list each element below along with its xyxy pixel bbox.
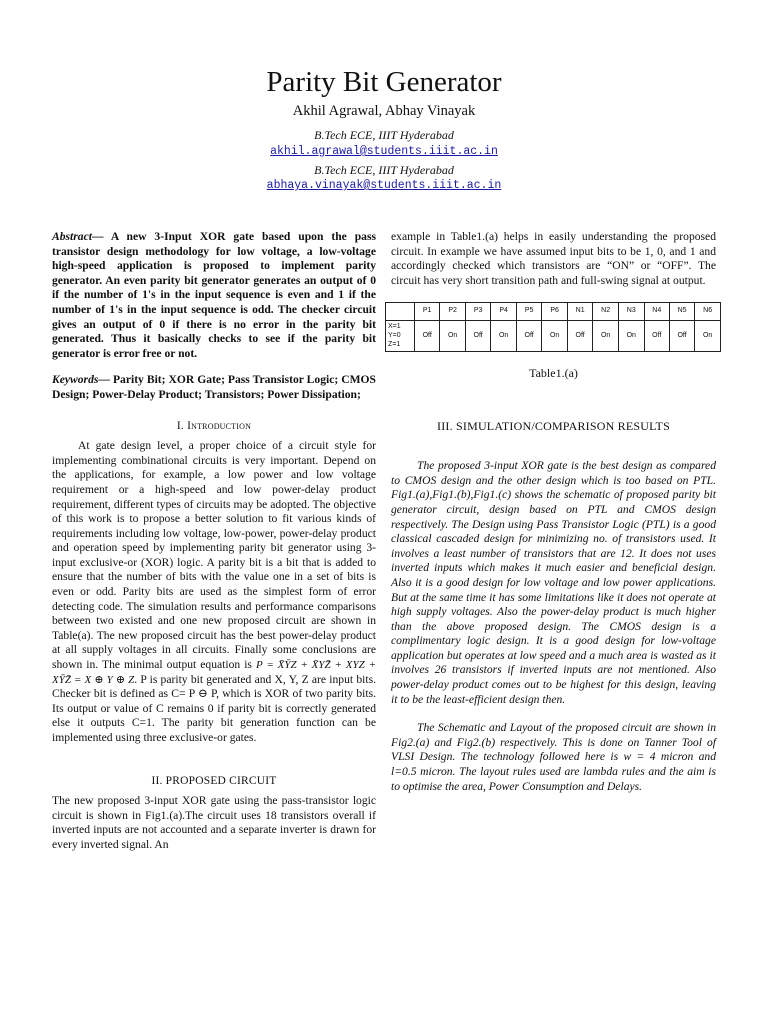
affiliation-1: B.Tech ECE, IIIT Hyderabad: [314, 128, 454, 142]
affiliation-2: B.Tech ECE, IIIT Hyderabad: [314, 163, 454, 177]
introduction-heading: I. Introduction: [176, 419, 252, 432]
abstract-text: A new 3-Input XOR gate based upon the pass transistor design methodology for low voltage, a low-voltage high-speed application is proposed to implement parity generator. An even parity bit generator generates an output of 0 if the number of 1's in the input sequence is even and 1 if the number of 1's in the input sequence is odd. The checker circuit gives an output of 0 if there is no error in the parity bit generated. Thus it basically checks to see if the parity bit generator is error free or not.: [52, 230, 376, 360]
proposed-heading: II. PROPOSED CIRCUIT: [151, 774, 277, 787]
introduction-text: [52, 439, 376, 745]
table-cell: Off: [465, 320, 490, 351]
table-header-cell: P5: [516, 303, 541, 321]
table-header-cell: [386, 303, 415, 321]
authors: Akhil Agrawal, Abhay Vinayak: [292, 103, 476, 119]
keywords-lead: Keywords—: [52, 373, 110, 387]
email-link-2[interactable]: abhaya.vinayak@students.iiit.ac.in: [266, 179, 502, 192]
table-cell: On: [593, 320, 619, 351]
table-header-cell: N6: [695, 303, 721, 321]
simulation-para-1: The proposed 3-input XOR gate is the best design as compared to CMOS design and the other design which is too based on PTL. Fig1.(a),Fig1.(b),Fig1.(c) shows the schematic of proposed parity bit generator circuit, design based on PTL and CMOS design respectively. The Design using Pass Transistor Logic (PTL) is a good classical cascaded design for minimizing no. of transistors used. It involves a least number of transistors that are 12. It does not uses inverted inputs which makes it much easier and beneficial design. Also it is a good design for low voltage and low power applications. But at the same time it has some limitations like it does not operate at high supply voltages. Also the power-delay product is much higher than the above proposed design. The CMOS design is a complimentary logic design. It is a good design for low-voltage application but operates at low speed and a much area is wasted as it involves 26 transistors if inverted inputs are not mentioned. Also power-delay product comes out to be highest for this design, leaving it to be the least-efficient design then.: [391, 459, 716, 706]
table-header-cell: P1: [415, 303, 440, 321]
table-header-cell: P4: [491, 303, 517, 321]
spacer: [391, 439, 716, 451]
table-header-cell: P2: [440, 303, 466, 321]
table-header-cell: N2: [593, 303, 619, 321]
table-header-cell: P6: [542, 303, 568, 321]
table-inputs-cell: X=1 Y=0 Z=1: [386, 320, 415, 351]
table-cell: On: [695, 320, 721, 351]
table-header-cell: N3: [618, 303, 644, 321]
table-cell: On: [542, 320, 568, 351]
proposed-text: The new proposed 3-input XOR gate using the pass-transistor logic circuit is shown in Fig1.(a).The circuit uses 18 transistors overall if inverted inputs are not accounted and a separate inverter is drawn for every inverted signal. An: [52, 794, 376, 851]
table-cell: Off: [516, 320, 541, 351]
simulation-heading: III. SIMULATION/COMPARISON RESULTS: [437, 418, 670, 433]
email-link-1[interactable]: akhil.agrawal@students.iiit.ac.in: [270, 145, 498, 158]
table-cell: On: [440, 320, 466, 351]
table-header-row: [386, 303, 721, 321]
table-caption: Table1.(a): [529, 365, 578, 380]
left-column: [52, 230, 376, 853]
table-cell: Off: [644, 320, 669, 351]
abstract-lead: Abstract—: [52, 230, 104, 243]
keywords-text: Parity Bit; XOR Gate; Pass Transistor Logic; CMOS Design; Power-Delay Product; Transistors; Power Dissipation;: [52, 373, 376, 401]
table-header-cell: N4: [644, 303, 669, 321]
parity-equation: P = X̄ȲZ + X̄YZ̄ + XYZ + XȲZ̄ = X ⊕ Y ⊕ Z: [52, 659, 376, 686]
table-header-cell: P3: [465, 303, 490, 321]
proposed-continued-text: example in Table1.(a) helps in easily understanding the proposed circuit. In example we have assumed input bits to be 1, 0, and 1 and accordingly checked which transistors are “ON” or “OFF”. The circuit has very short transition path and full-swing signal at output.: [391, 230, 716, 287]
introduction-para-b: . P is parity bit generated and X, Y, Z are input bits. Checker bit is defined as C= P ⊖ P, which is XOR of two parity bits. Its output or value of C remains 0 if parity bit is correctly generated else it outputs C=1. The parity bit generation function can be implemented using three exclusive-or gates.: [52, 672, 377, 744]
transistor-state-table: [385, 302, 721, 352]
table-cell: Off: [669, 320, 694, 351]
right-column: [388, 230, 716, 794]
paper-title: Parity Bit Generator: [266, 66, 502, 98]
table-cell: Off: [415, 320, 440, 351]
table-cell: On: [491, 320, 517, 351]
table-header-cell: N5: [669, 303, 694, 321]
keywords: [52, 373, 376, 402]
abstract: [52, 230, 376, 361]
table-row: [386, 320, 721, 351]
table-cell: Off: [567, 320, 592, 351]
table-header-cell: N1: [567, 303, 592, 321]
table-cell: On: [618, 320, 644, 351]
simulation-para-2: The Schematic and Layout of the proposed circuit are shown in Fig2.(a) and Fig2.(b) respectively. This is done on Tanner Tool of VLSI Design. The technology followed here is w = 4 micron and l=0.5 micron. The layout rules used are lambda rules and the aim is to optimise the area, Power Consumption and Delays.: [391, 721, 716, 793]
introduction-para-a: At gate design level, a proper choice of a circuit style for implementing combinational circuits is very important. Depend on the applications, for example, a low power and low voltage requirement or a high-speed and low power-delay product requirement, different types of circuits may be adopted. The objective of this work is to propose a better solution to fit various kinds of requirements including low voltage, low-power, power-delay product and operation speed by implementing parity bit generator using 3-input exclusive-or (XOR) logic. A parity bit is a bit that is added to ensure that the number of bits with the value one in a set of bits is even or odd. Parity bits are used as the simplest form of error detecting code. The simulation results and performance comparisons between two existed and one new proposed circuit are shown in Table(a). The new proposed circuit has the best power-delay product at all supply voltages in all circuits. Finally some conclusions are shown in. The minimal output equation is: [52, 439, 376, 672]
